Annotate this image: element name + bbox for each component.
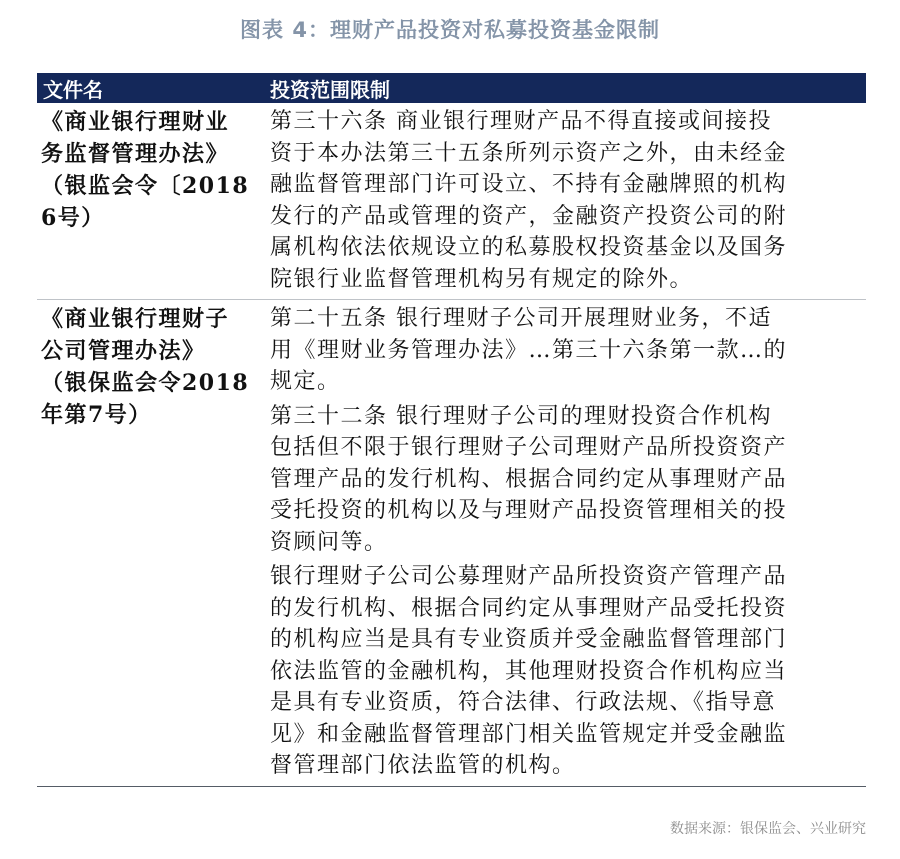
figure-title: 图表 4：理财产品投资对私募投资基金限制 (240, 18, 660, 42)
row-limit (266, 300, 866, 786)
data-source-note: 数据来源：银保监会、兴业研究 (670, 821, 866, 837)
header-file-name: 文件名 (43, 77, 103, 102)
clause-32-continued: 银行理财子公司公募理财产品所投资资产管理产品 的发行机构、根据合同约定从事理财产品受托投资 的机构应当是具有专业资质并受金融监督管理部门 依法监管的金融机构，其他理财投资合作机构应当 是具有专业资质，符合法律、行政法规、《指导意 见》和金融监督管理部门相关监管规定并受金融监 督管理部门依法监管的机构。 (270, 564, 788, 778)
header-investment-limit: 投资范围限制 (270, 77, 390, 102)
row-file-name: 《商业银行理财子 公司管理办法》 （银保监会令2018 年第7号） (41, 306, 250, 428)
table-header (37, 73, 866, 103)
clause-36: 第三十六条 商业银行理财产品不得直接或间接投 资于本办法第三十五条所列示资产之外，由未经金 融监督管理部门许可设立、不持有金融牌照的机构 发行的产品或管理的资产，金融资产投资公司的附 属机构依法依规设立的私募股权投资基金以及国务 院银行业监督管理机构另有规定的除外。 (270, 109, 788, 292)
table-row (37, 103, 866, 300)
clause-25: 第二十五条 银行理财子公司开展理财业务，不适 用《理财业务管理办法》…第三十六条第一款…的 规定。 (270, 306, 788, 394)
table-row (37, 300, 866, 787)
row-file-name: 《商业银行理财业 务监督管理办法》 （银监会令〔2018 6号） (41, 109, 250, 231)
row-limit (266, 103, 866, 299)
regulation-table (37, 73, 866, 787)
clause-32: 第三十二条 银行理财子公司的理财投资合作机构 包括但不限于银行理财子公司理财产品所投资资产 管理产品的发行机构、根据合同约定从事理财产品 受托投资的机构以及与理财产品投资管理相关的投 资顾问等。 (270, 403, 788, 555)
